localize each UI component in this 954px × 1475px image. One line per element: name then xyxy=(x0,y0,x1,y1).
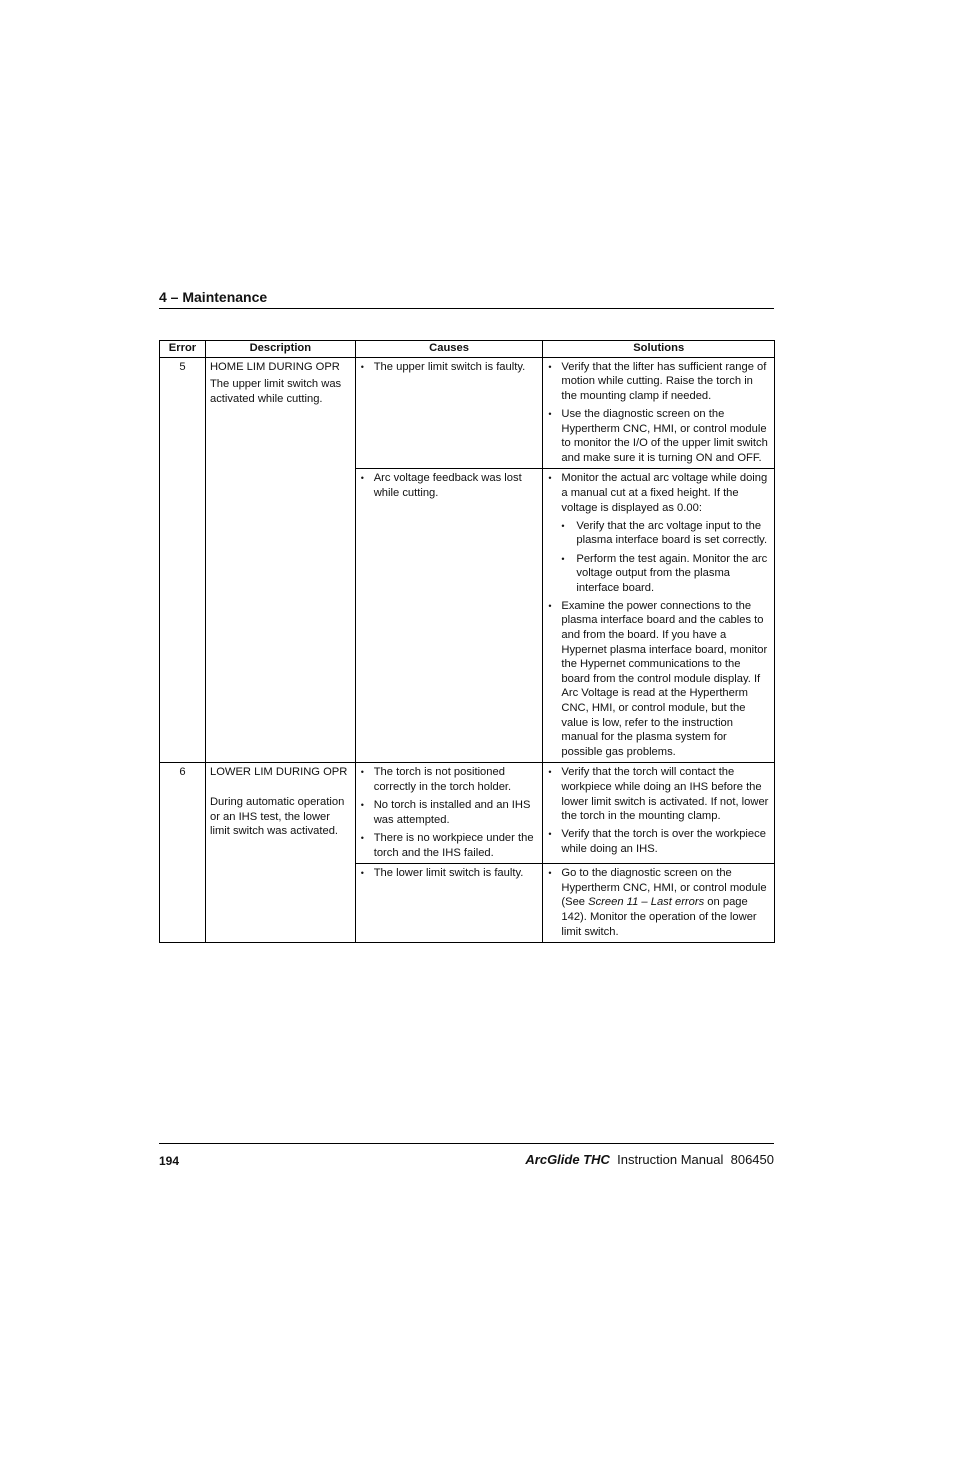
document-type: Instruction Manual xyxy=(617,1152,724,1167)
column-header-error: Error xyxy=(160,341,206,358)
causes-cell xyxy=(355,469,543,763)
footer-doc-info xyxy=(525,1152,774,1167)
solutions-cell xyxy=(543,469,775,763)
solution-text: on page 142). Monitor the operation of the lower limit switch. xyxy=(561,896,757,938)
sub-solution-item: • Verify that the arc voltage input to the plasma interface board is set correctly. xyxy=(547,519,770,548)
solution-item: • Examine the power connections to the plasma interface board and the cables to and from the board. If you have a Hypernet plasma interface board, monitor the Hypernet communications to the board from the control module display. If Arc Voltage is read at the Hypertherm CNC, HMI, or control module, but the value is low, refer to the instruction manual for the plasma system for possible gas problems. xyxy=(547,599,770,760)
footer-rule xyxy=(159,1143,774,1144)
solution-item: • Verify that the lifter has sufficient range of motion while cutting. Raise the torch in the mounting clamp if needed. xyxy=(547,360,770,404)
solution-item: • Use the diagnostic screen on the Hypertherm CNC, HMI, or control module to monitor the I/O of the upper limit switch and make sure it is turning ON and OFF. xyxy=(547,407,770,465)
solution-item: • Verify that the torch is over the workpiece while doing an IHS. xyxy=(547,827,770,856)
error-description: During automatic operation or an IHS test, the lower limit switch was activated. xyxy=(209,796,345,838)
document-number: 806450 xyxy=(730,1152,774,1167)
table-header-row xyxy=(160,341,775,358)
solution-text: Monitor the actual arc voltage while doing a manual cut at a fixed height. If the voltage is displayed as 0.00: xyxy=(561,472,768,514)
column-header-description: Description xyxy=(205,341,355,358)
error-code: 6 xyxy=(160,763,206,943)
product-name: ArcGlide THC xyxy=(525,1152,610,1167)
header-rule xyxy=(159,308,774,309)
solutions-cell xyxy=(543,864,775,943)
cause-item: • Arc voltage feedback was lost while cutting. xyxy=(360,471,539,500)
solution-item xyxy=(547,471,770,515)
error-description-cell xyxy=(205,763,355,943)
column-header-causes: Causes xyxy=(355,341,543,358)
cause-item: • No torch is installed and an IHS was attempted. xyxy=(360,798,539,827)
causes-cell xyxy=(355,357,543,469)
sub-solution-item: • Perform the test again. Monitor the arc voltage output from the plasma interface board. xyxy=(547,552,770,596)
causes-cell xyxy=(355,864,543,943)
solution-item xyxy=(547,866,770,939)
error-description: The upper limit switch was activated while cutting. xyxy=(209,378,342,405)
cause-item: • The upper limit switch is faulty. xyxy=(360,360,539,375)
solutions-cell xyxy=(543,763,775,864)
column-header-solutions: Solutions xyxy=(543,341,775,358)
table-row xyxy=(160,763,775,864)
error-table xyxy=(159,340,775,943)
table-row xyxy=(160,357,775,469)
section-title: 4 – Maintenance xyxy=(159,289,268,305)
solution-text: Go to the diagnostic screen on the Hypertherm CNC, HMI, or control module (See xyxy=(561,867,767,909)
cause-item: • The lower limit switch is faulty. xyxy=(360,866,539,881)
causes-cell xyxy=(355,763,543,864)
cause-item: • The torch is not positioned correctly in the torch holder. xyxy=(360,765,539,794)
error-description-cell xyxy=(205,357,355,763)
solutions-cell xyxy=(543,357,775,469)
error-title: HOME LIM DURING OPR xyxy=(209,360,340,373)
cross-reference-link[interactable]: Screen 11 – Last errors xyxy=(588,896,705,909)
page-number: 194 xyxy=(159,1154,180,1168)
error-title: LOWER LIM DURING OPR xyxy=(209,766,348,779)
cause-item: • There is no workpiece under the torch and the IHS failed. xyxy=(360,831,539,860)
error-code: 5 xyxy=(160,357,206,763)
solution-item: • Verify that the torch will contact the workpiece while doing an IHS before the lower limit switch is activated. If not, lower the torch in the mounting clamp. xyxy=(547,765,770,823)
